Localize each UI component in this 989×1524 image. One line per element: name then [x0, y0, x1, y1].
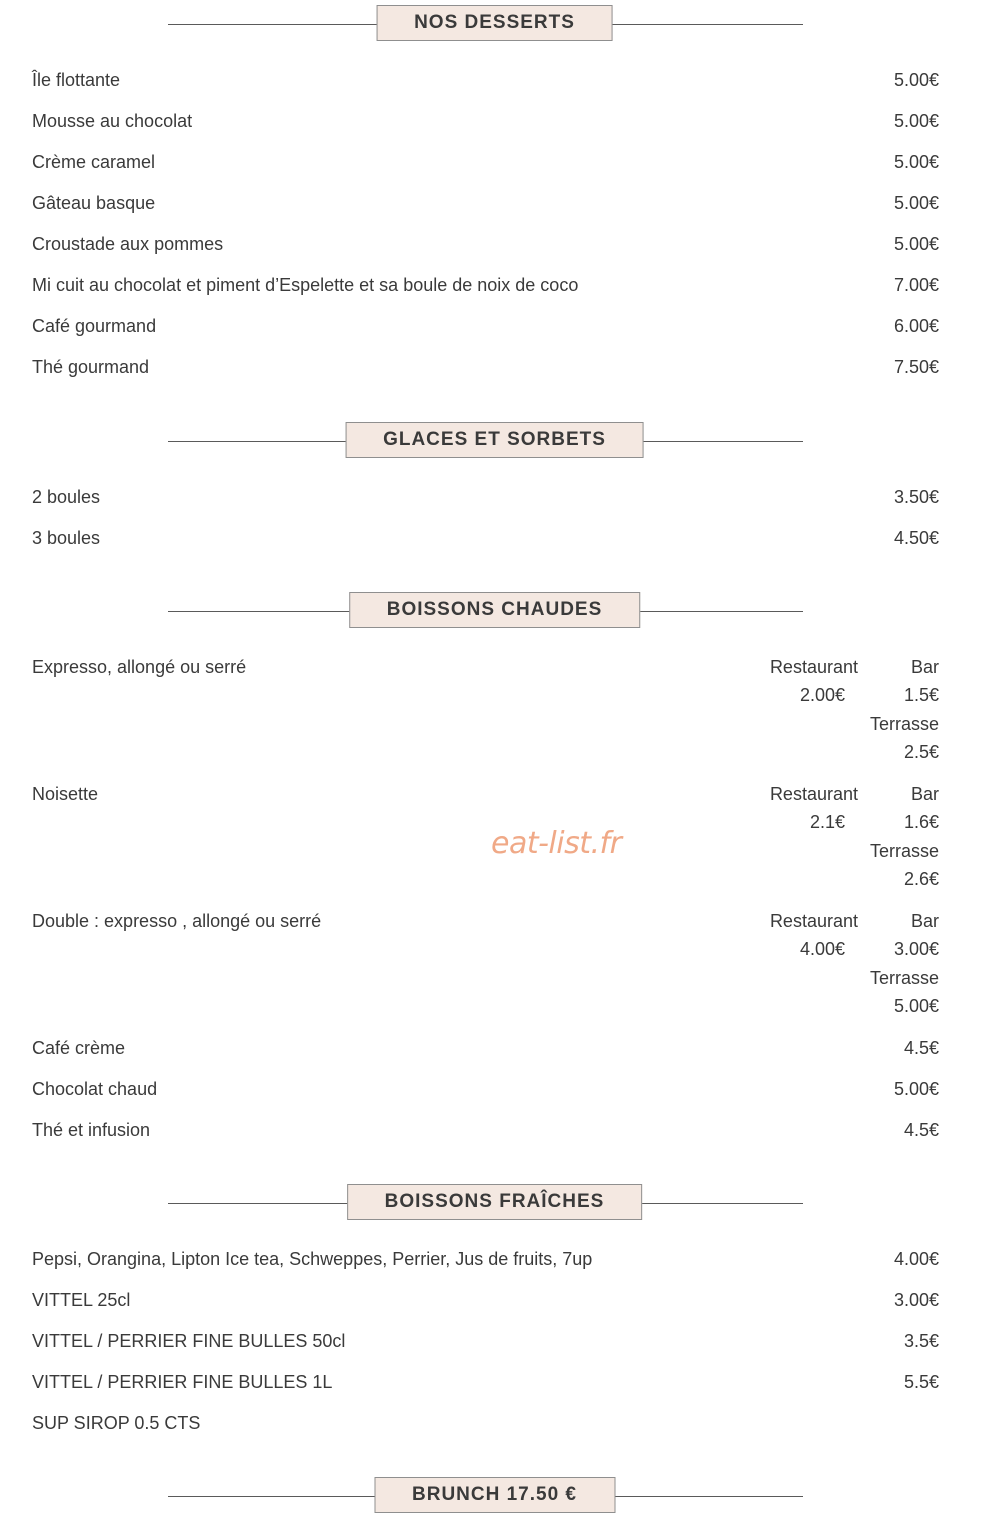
- item-price: 5.00€: [893, 111, 939, 131]
- price-terrasse: 2.6€: [903, 869, 939, 889]
- item-price: 5.00€: [893, 234, 939, 254]
- item-name: Thé gourmand: [32, 357, 150, 377]
- item-price: 5.00€: [893, 70, 939, 90]
- item-price: 5.00€: [893, 1079, 939, 1099]
- price-label-restaurant: Restaurant: [769, 911, 858, 931]
- section-header-glaces: [0, 422, 989, 462]
- price-label-terrasse: Terrasse: [869, 968, 939, 988]
- price-bar: 1.5€: [903, 685, 939, 705]
- price-restaurant: 2.00€: [799, 685, 845, 705]
- price-terrasse: 2.5€: [903, 742, 939, 762]
- price-bar: 1.6€: [903, 812, 939, 832]
- section-title-boissons-chaudes: BOISSONS CHAUDES: [349, 592, 641, 628]
- item-name: 2 boules: [32, 487, 101, 507]
- item-name: SUP SIROP 0.5 CTS: [32, 1413, 201, 1433]
- price-restaurant: 2.1€: [809, 812, 845, 832]
- item-name: Expresso, allongé ou serré: [32, 657, 247, 677]
- item-name: 3 boules: [32, 528, 101, 548]
- item-name: VITTEL / PERRIER FINE BULLES 1L: [32, 1372, 333, 1392]
- item-price: 6.00€: [893, 316, 939, 336]
- item-price: 4.50€: [893, 528, 939, 548]
- item-price: 4.5€: [903, 1120, 939, 1140]
- item-name: VITTEL / PERRIER FINE BULLES 50cl: [32, 1331, 346, 1351]
- price-label-terrasse: Terrasse: [869, 841, 939, 861]
- section-header-desserts: [0, 5, 989, 45]
- section-title-boissons-fraiches: BOISSONS FRAÎCHES: [347, 1184, 643, 1220]
- price-terrasse: 5.00€: [893, 996, 939, 1016]
- item-name: Pepsi, Orangina, Lipton Ice tea, Schweppes, Perrier, Jus de fruits, 7up: [32, 1249, 593, 1269]
- item-price: 5.00€: [893, 193, 939, 213]
- watermark: eat-list.fr: [491, 826, 622, 861]
- section-title-desserts: NOS DESSERTS: [376, 5, 613, 41]
- item-name: Gâteau basque: [32, 193, 156, 213]
- section-title-glaces: GLACES ET SORBETS: [345, 422, 644, 458]
- price-label-restaurant: Restaurant: [769, 784, 858, 804]
- price-label-restaurant: Restaurant: [769, 657, 858, 677]
- item-name: Thé et infusion: [32, 1120, 151, 1140]
- item-price: 4.00€: [893, 1249, 939, 1269]
- item-name: Crème caramel: [32, 152, 156, 172]
- item-name: Café gourmand: [32, 316, 157, 336]
- item-name: Double : expresso , allongé ou serré: [32, 911, 322, 931]
- item-price: 5.00€: [893, 152, 939, 172]
- item-name: Chocolat chaud: [32, 1079, 158, 1099]
- item-name: VITTEL 25cl: [32, 1290, 131, 1310]
- item-name: Noisette: [32, 784, 99, 804]
- item-price: 5.5€: [903, 1372, 939, 1392]
- section-header-brunch: [0, 1477, 989, 1517]
- price-label-terrasse: Terrasse: [869, 714, 939, 734]
- price-restaurant: 4.00€: [799, 939, 845, 959]
- price-label-bar: Bar: [910, 784, 939, 804]
- item-name: Croustade aux pommes: [32, 234, 224, 254]
- item-price: 3.50€: [893, 487, 939, 507]
- item-name: Île flottante: [32, 70, 121, 90]
- section-header-boissons-fraiches: [0, 1184, 989, 1224]
- item-name: Mi cuit au chocolat et piment d’Espelette et sa boule de noix de coco: [32, 275, 579, 295]
- item-price: 4.5€: [903, 1038, 939, 1058]
- item-price: 7.50€: [893, 357, 939, 377]
- item-name: Café crème: [32, 1038, 126, 1058]
- item-name: Mousse au chocolat: [32, 111, 193, 131]
- price-label-bar: Bar: [910, 911, 939, 931]
- item-price: 3.5€: [903, 1331, 939, 1351]
- price-label-bar: Bar: [910, 657, 939, 677]
- section-title-brunch: BRUNCH 17.50 €: [374, 1477, 615, 1513]
- item-price: 7.00€: [893, 275, 939, 295]
- price-bar: 3.00€: [893, 939, 939, 959]
- section-header-boissons-chaudes: [0, 592, 989, 632]
- item-price: 3.00€: [893, 1290, 939, 1310]
